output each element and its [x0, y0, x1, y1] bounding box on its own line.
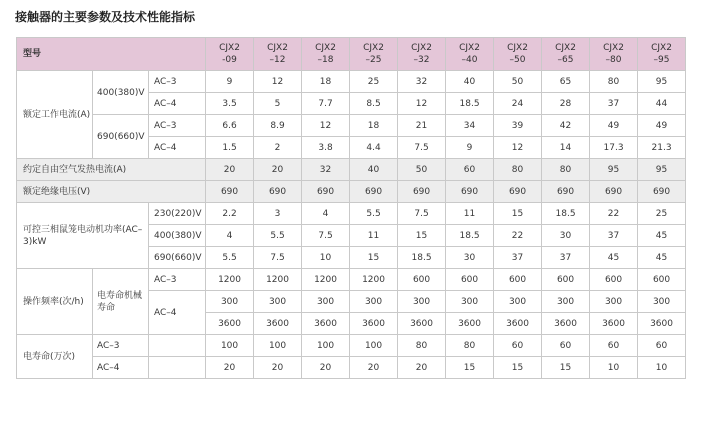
value-cell: 5.5 [206, 247, 254, 269]
table-row [17, 335, 686, 357]
value-cell: 4 [206, 225, 254, 247]
value-cell: 32 [302, 159, 350, 181]
value-cell: 100 [302, 335, 350, 357]
value-cell: 22 [590, 203, 638, 225]
voltage-label: 690(660)V [149, 247, 206, 269]
value-cell: 6.6 [206, 115, 254, 137]
value-cell: 95 [638, 71, 686, 93]
table-row [17, 203, 686, 225]
value-cell: 12 [254, 71, 302, 93]
page-title: 接触器的主要参数及技术性能指标 [15, 10, 196, 24]
insulation-label: 额定绝缘电压(V) [17, 181, 206, 203]
value-cell: 15 [350, 247, 398, 269]
value-cell: 42 [542, 115, 590, 137]
value-cell: 40 [350, 159, 398, 181]
value-cell: 300 [638, 291, 686, 313]
value-cell: 300 [206, 291, 254, 313]
value-cell: 95 [638, 159, 686, 181]
model-cell: CJX2 -09 [206, 38, 254, 71]
value-cell: 12 [398, 93, 446, 115]
category-label: AC–3 [149, 115, 206, 137]
value-cell: 600 [638, 269, 686, 291]
value-cell: 39 [494, 115, 542, 137]
value-cell: 3.5 [206, 93, 254, 115]
category-label: AC–4 [149, 93, 206, 115]
model-cell: CJX2 –40 [446, 38, 494, 71]
value-cell: 600 [398, 269, 446, 291]
value-cell: 20 [206, 357, 254, 379]
model-cell: CJX2 –25 [350, 38, 398, 71]
model-cell: CJX2 –32 [398, 38, 446, 71]
category-label: AC–4 [149, 291, 206, 335]
frequency-sub-label: 电寿命机械寿命 [93, 269, 149, 335]
value-cell: 3600 [542, 313, 590, 335]
value-cell: 300 [302, 291, 350, 313]
value-cell: 690 [542, 181, 590, 203]
value-cell: 17.3 [590, 137, 638, 159]
value-cell: 60 [590, 335, 638, 357]
value-cell: 30 [446, 247, 494, 269]
value-cell: 1200 [350, 269, 398, 291]
value-cell: 37 [590, 93, 638, 115]
value-cell: 18.5 [446, 93, 494, 115]
value-cell: 21.3 [638, 137, 686, 159]
value-cell: 24 [494, 93, 542, 115]
value-cell: 50 [398, 159, 446, 181]
value-cell: 9 [446, 137, 494, 159]
value-cell: 60 [638, 335, 686, 357]
value-cell: 28 [542, 93, 590, 115]
value-cell: 1200 [254, 269, 302, 291]
value-cell: 65 [542, 71, 590, 93]
value-cell: 300 [494, 291, 542, 313]
value-cell: 690 [494, 181, 542, 203]
value-cell: 20 [206, 159, 254, 181]
value-cell: 7.5 [302, 225, 350, 247]
value-cell: 100 [350, 335, 398, 357]
value-cell: 20 [302, 357, 350, 379]
value-cell: 1200 [302, 269, 350, 291]
value-cell: 95 [590, 159, 638, 181]
value-cell: 18.5 [398, 247, 446, 269]
value-cell: 300 [446, 291, 494, 313]
value-cell: 15 [398, 225, 446, 247]
value-cell: 690 [350, 181, 398, 203]
value-cell: 3 [254, 203, 302, 225]
value-cell: 3600 [206, 313, 254, 335]
model-header: 型号 [17, 38, 206, 71]
value-cell: 37 [542, 247, 590, 269]
model-cell: CJX2 –95 [638, 38, 686, 71]
table-row [17, 115, 686, 137]
power-label: 可控三相鼠笼电动机功率(AC–3)kW [17, 203, 149, 269]
table-row [17, 357, 686, 379]
value-cell: 18 [302, 71, 350, 93]
value-cell: 3600 [398, 313, 446, 335]
value-cell: 5.5 [350, 203, 398, 225]
voltage-label: 400(380)V [93, 71, 149, 115]
value-cell: 300 [254, 291, 302, 313]
value-cell: 690 [302, 181, 350, 203]
value-cell: 80 [446, 335, 494, 357]
table-row [17, 181, 686, 203]
life-label: 电寿命(万次) [17, 335, 93, 379]
value-cell: 20 [350, 357, 398, 379]
value-cell: 45 [638, 247, 686, 269]
value-cell: 2 [254, 137, 302, 159]
category-label: AC–4 [93, 357, 149, 379]
value-cell: 690 [638, 181, 686, 203]
value-cell: 20 [254, 159, 302, 181]
value-cell: 100 [254, 335, 302, 357]
value-cell: 15 [542, 357, 590, 379]
value-cell: 80 [494, 159, 542, 181]
value-cell: 10 [302, 247, 350, 269]
value-cell: 44 [638, 93, 686, 115]
voltage-label: 400(380)V [149, 225, 206, 247]
value-cell: 49 [638, 115, 686, 137]
value-cell: 5 [254, 93, 302, 115]
value-cell: 1.5 [206, 137, 254, 159]
model-cell: CJX2 –18 [302, 38, 350, 71]
value-cell: 3600 [254, 313, 302, 335]
value-cell: 1200 [206, 269, 254, 291]
value-cell: 37 [494, 247, 542, 269]
category-label: AC–3 [149, 71, 206, 93]
value-cell: 4.4 [350, 137, 398, 159]
value-cell: 3600 [350, 313, 398, 335]
thermal-label: 约定自由空气发热电流(A) [17, 159, 206, 181]
value-cell: 12 [494, 137, 542, 159]
value-cell: 11 [350, 225, 398, 247]
value-cell: 45 [590, 247, 638, 269]
model-cell: CJX2 –65 [542, 38, 590, 71]
value-cell: 3.8 [302, 137, 350, 159]
value-cell: 60 [494, 335, 542, 357]
value-cell: 30 [542, 225, 590, 247]
value-cell: 2.2 [206, 203, 254, 225]
value-cell: 49 [590, 115, 638, 137]
value-cell: 600 [542, 269, 590, 291]
value-cell: 10 [590, 357, 638, 379]
value-cell: 40 [446, 71, 494, 93]
model-cell: CJX2 –80 [590, 38, 638, 71]
value-cell: 3600 [590, 313, 638, 335]
value-cell: 15 [494, 203, 542, 225]
model-cell: CJX2 –12 [254, 38, 302, 71]
table-row [17, 269, 686, 291]
value-cell: 690 [590, 181, 638, 203]
value-cell: 18 [350, 115, 398, 137]
value-cell: 3600 [302, 313, 350, 335]
value-cell: 22 [494, 225, 542, 247]
value-cell: 300 [542, 291, 590, 313]
category-label: AC–4 [149, 137, 206, 159]
value-cell: 9 [206, 71, 254, 93]
value-cell: 7.5 [398, 137, 446, 159]
current-label: 额定工作电流(A) [17, 71, 93, 159]
value-cell: 45 [638, 225, 686, 247]
value-cell: 5.5 [254, 225, 302, 247]
value-cell: 50 [494, 71, 542, 93]
value-cell: 14 [542, 137, 590, 159]
value-cell: 20 [398, 357, 446, 379]
value-cell: 8.9 [254, 115, 302, 137]
value-cell: 690 [446, 181, 494, 203]
voltage-label: 230(220)V [149, 203, 206, 225]
value-cell: 690 [206, 181, 254, 203]
table-row [17, 71, 686, 93]
value-cell: 3600 [494, 313, 542, 335]
value-cell: 18.5 [446, 225, 494, 247]
value-cell: 18.5 [542, 203, 590, 225]
value-cell: 600 [494, 269, 542, 291]
value-cell: 300 [350, 291, 398, 313]
value-cell: 60 [542, 335, 590, 357]
value-cell: 7.5 [398, 203, 446, 225]
frequency-label: 操作频率(次/h) [17, 269, 93, 335]
value-cell: 600 [590, 269, 638, 291]
value-cell: 60 [446, 159, 494, 181]
category-label: AC–3 [93, 335, 149, 357]
value-cell: 7.7 [302, 93, 350, 115]
value-cell: 3600 [638, 313, 686, 335]
value-cell: 34 [446, 115, 494, 137]
value-cell: 3600 [446, 313, 494, 335]
value-cell: 32 [398, 71, 446, 93]
spec-table [16, 37, 686, 379]
value-cell: 80 [542, 159, 590, 181]
value-cell: 100 [206, 335, 254, 357]
value-cell: 25 [350, 71, 398, 93]
category-label: AC–3 [149, 269, 206, 291]
value-cell: 10 [638, 357, 686, 379]
value-cell: 690 [398, 181, 446, 203]
value-cell: 11 [446, 203, 494, 225]
value-cell: 15 [494, 357, 542, 379]
value-cell: 37 [590, 225, 638, 247]
table-row [17, 159, 686, 181]
value-cell: 80 [398, 335, 446, 357]
value-cell: 20 [254, 357, 302, 379]
value-cell: 600 [446, 269, 494, 291]
value-cell: 690 [254, 181, 302, 203]
model-cell: CJX2 –50 [494, 38, 542, 71]
value-cell: 80 [590, 71, 638, 93]
value-cell: 300 [398, 291, 446, 313]
value-cell: 12 [302, 115, 350, 137]
voltage-label: 690(660)V [93, 115, 149, 159]
value-cell: 21 [398, 115, 446, 137]
value-cell: 7.5 [254, 247, 302, 269]
value-cell: 4 [302, 203, 350, 225]
value-cell: 300 [590, 291, 638, 313]
header-row [17, 38, 686, 71]
value-cell: 15 [446, 357, 494, 379]
value-cell: 8.5 [350, 93, 398, 115]
value-cell: 25 [638, 203, 686, 225]
